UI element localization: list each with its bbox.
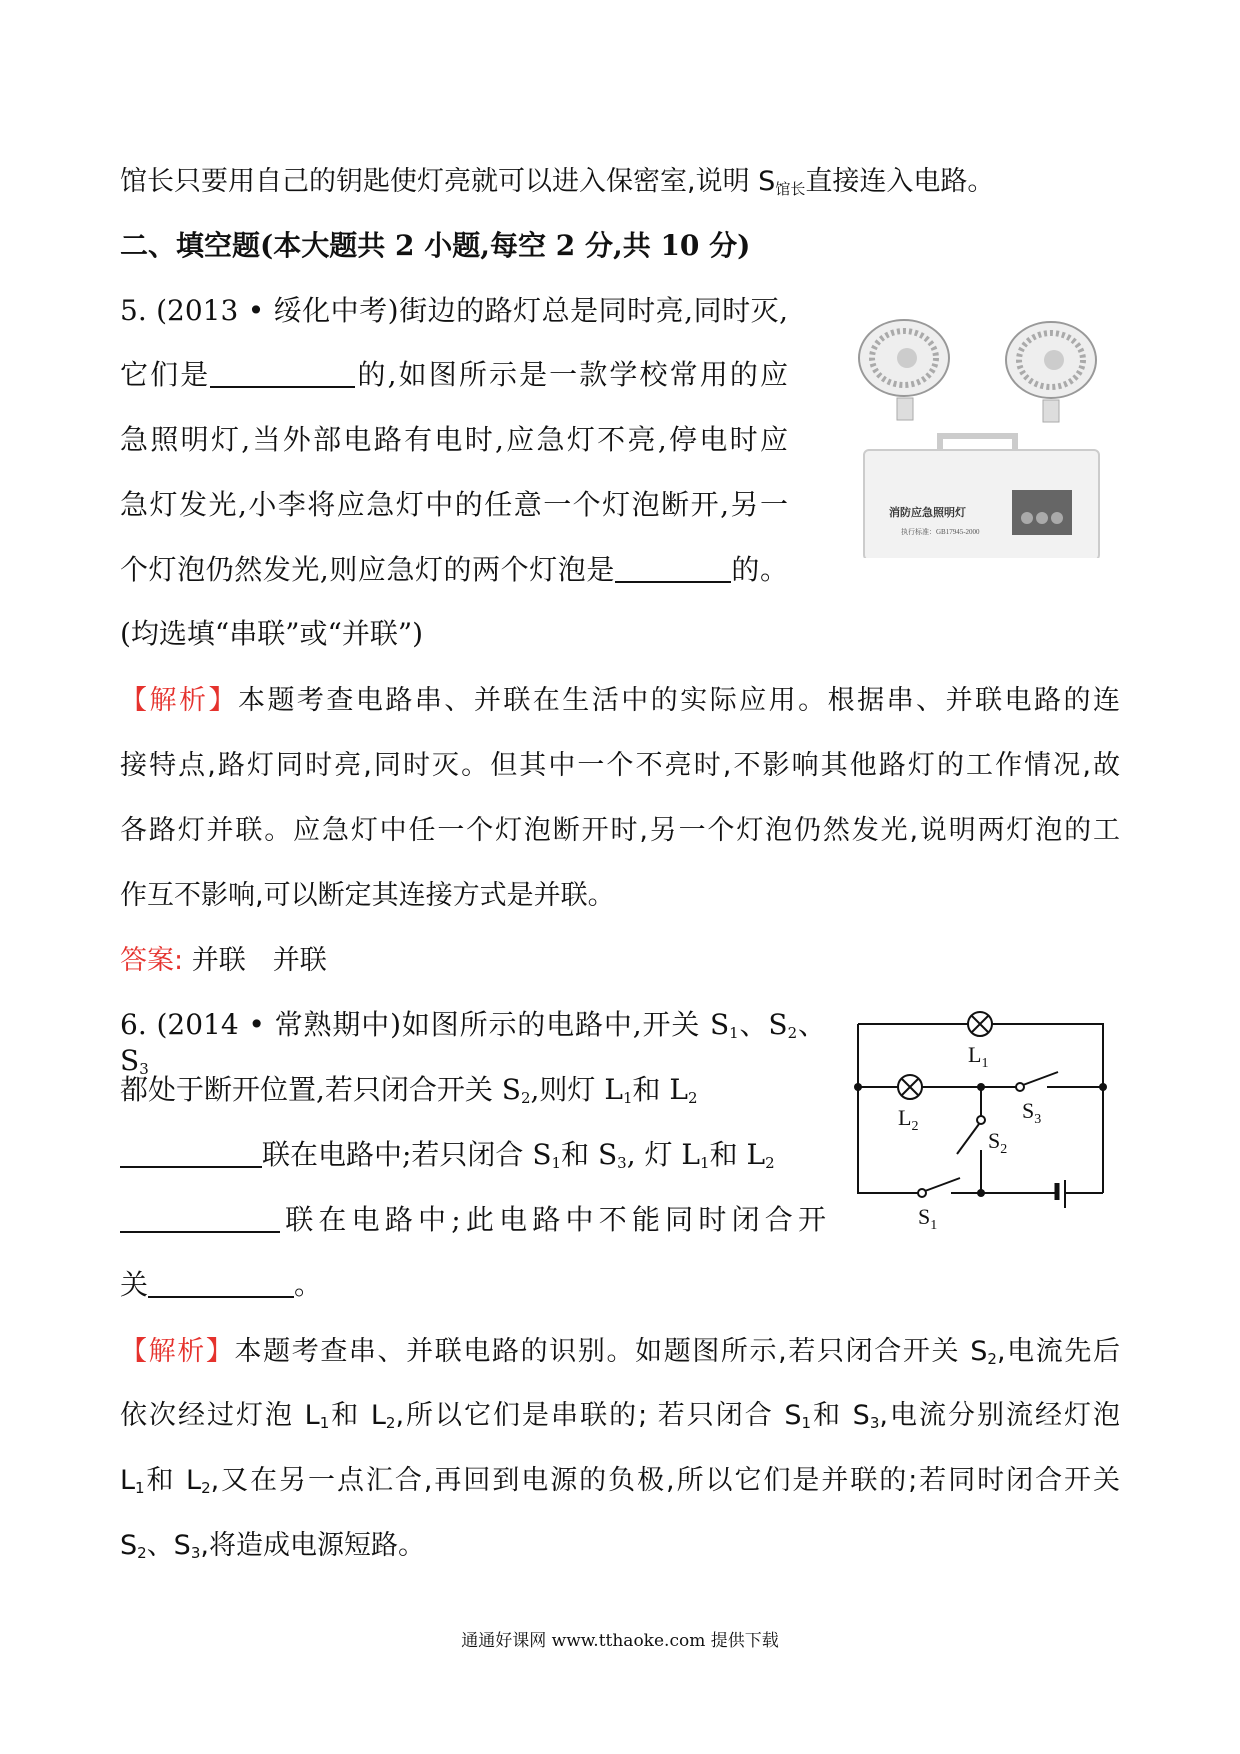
- text-run: ,将造成电源短路。: [200, 1530, 425, 1561]
- answer-blank[interactable]: [210, 358, 355, 388]
- text-run: 和 L: [329, 1400, 386, 1431]
- label-l2: $L_2$: [898, 1105, 919, 1134]
- switch-s3-icon: [1016, 1072, 1058, 1091]
- subscript: 2: [385, 1414, 396, 1432]
- label-s2: $S_2$: [988, 1128, 1008, 1157]
- text-run: 急灯发光,小李将应急灯中的任意一个灯泡断开,另一: [120, 488, 788, 521]
- text-line: [120, 1528, 425, 1564]
- text-run: 和 S: [561, 1138, 618, 1171]
- circuit-diagram: [840, 1000, 1120, 1240]
- switch-s1-icon: [918, 1178, 960, 1197]
- text-run: 联在电路中;此电路中不能同时闭合开: [280, 1203, 826, 1236]
- footer-source: 通通好课网 www.tthaoke.com 提供下载: [461, 1631, 779, 1651]
- subscript: 1: [622, 1089, 633, 1107]
- text-line: [120, 164, 994, 200]
- section-label: 答案:: [120, 945, 184, 976]
- text-run: (均选填“串联”或“并联”): [120, 617, 424, 650]
- subscript: 1: [729, 1024, 739, 1042]
- text-run: 和 L: [632, 1073, 688, 1106]
- text-line: [120, 616, 423, 652]
- section-label: 【解析】: [120, 685, 238, 716]
- text-run: 个灯泡仍然发光,则应急灯的两个灯泡是: [120, 553, 615, 586]
- subscript: 3: [190, 1544, 201, 1562]
- text-run: 作互不影响,可以断定其连接方式是并联。: [120, 880, 615, 911]
- switch-s2-icon: [957, 1116, 985, 1154]
- lamp-bulb-left: [859, 320, 949, 420]
- text-line: [120, 1202, 826, 1238]
- text-run: ,电流分别流经灯泡: [879, 1400, 1121, 1431]
- text-line: [120, 1137, 775, 1173]
- text-run: L: [120, 1465, 136, 1496]
- text-line: [120, 748, 1120, 784]
- text-run: 、S: [120, 1008, 826, 1077]
- subscript: 2: [520, 1089, 531, 1107]
- label-s3: $S_3$: [1022, 1098, 1042, 1127]
- text-run: 和 S: [811, 1400, 870, 1431]
- text-run: 联在电路中;若只闭合 S: [262, 1138, 552, 1171]
- subscript: 2: [987, 1350, 997, 1368]
- text-run: 并联 并联: [183, 945, 327, 976]
- text-run: ,则灯 L: [530, 1073, 623, 1106]
- text-run: 5. (2013 • 绥化中考)街边的路灯总是同时亮,同时灭,: [120, 294, 788, 327]
- answer-blank[interactable]: [615, 553, 731, 583]
- subscript: 1: [319, 1414, 330, 1432]
- text-run: 、S: [738, 1008, 788, 1041]
- text-line: [120, 293, 788, 329]
- text-run: 6. (2014 • 常熟期中)如图所示的电路中,开关 S: [120, 1008, 730, 1041]
- text-line: [120, 357, 788, 393]
- answer-blank[interactable]: [120, 1203, 280, 1233]
- battery-icon: [1057, 1180, 1065, 1208]
- text-line: [120, 487, 788, 523]
- text-run: 都处于断开位置,若只闭合开关 S: [120, 1073, 521, 1106]
- text-line: [120, 1007, 826, 1079]
- lamp-l2-icon: [898, 1075, 922, 1099]
- text-run: 本题考查串、并联电路的识别。如题图所示,若只闭合开关 S: [234, 1336, 988, 1367]
- text-run: 急照明灯,当外部电路有电时,应急灯不亮,停电时应: [120, 423, 788, 456]
- subscript: 1: [135, 1479, 145, 1497]
- subscript: 3: [139, 1060, 149, 1078]
- label-s1: $S_1$: [918, 1204, 938, 1233]
- text-line: [120, 878, 615, 914]
- text-run: 。: [294, 1268, 323, 1301]
- section-label: 【解析】: [120, 1336, 235, 1367]
- subscript: 馆长: [775, 180, 806, 198]
- text-line: [120, 1072, 698, 1108]
- text-run: 二、填空题(本大题共 2 小题,每空 2 分,共 10 分): [120, 229, 751, 262]
- answer-blank[interactable]: [120, 1138, 262, 1168]
- text-run: ,电流先后: [996, 1336, 1120, 1367]
- text-run: 接特点,路灯同时亮,同时灭。但其中一个不亮时,不影响其他路灯的工作情况,故: [120, 750, 1120, 781]
- label-l1: $L_1$: [968, 1042, 989, 1071]
- text-run: 、S: [146, 1530, 191, 1561]
- text-run: ,所以它们是串联的; 若只闭合 S: [395, 1400, 802, 1431]
- lamp-l1-icon: [968, 1012, 992, 1036]
- text-run: , 灯 L: [626, 1138, 701, 1171]
- text-run: 本题考查电路串、并联在生活中的实际应用。根据串、并联电路的连: [237, 685, 1121, 716]
- text-run: 依次经过灯泡 L: [120, 1400, 320, 1431]
- subscript: 2: [687, 1089, 698, 1107]
- subscript: 1: [700, 1154, 710, 1172]
- text-line: [120, 1463, 1120, 1499]
- text-line: [120, 422, 788, 458]
- lamp-standard: 执行标准：GB17945-2000: [901, 528, 980, 536]
- subscript: 3: [869, 1414, 880, 1432]
- subscript: 3: [617, 1154, 627, 1172]
- lamp-bulb-right: [1006, 322, 1096, 422]
- subscript: 1: [551, 1154, 562, 1172]
- text-line: [120, 228, 750, 264]
- emergency-light-photo: [849, 318, 1101, 558]
- text-line: [120, 1398, 1120, 1434]
- text-line: [120, 683, 1120, 719]
- text-run: 直接连入电路。: [805, 166, 995, 197]
- text-run: 和 L: [709, 1138, 766, 1171]
- text-line: [120, 552, 788, 588]
- text-run: 各路灯并联。应急灯中任一个灯泡断开时,另一个灯泡仍然发光,说明两灯泡的工: [120, 815, 1120, 846]
- text-run: 关: [120, 1268, 149, 1301]
- text-run: 的。: [730, 553, 788, 586]
- subscript: 2: [201, 1479, 211, 1497]
- lamp-label: 消防应急照明灯: [889, 507, 966, 519]
- text-run: 馆长只要用自己的钥匙使灯亮就可以进入保密室,说明 S: [120, 166, 776, 197]
- text-run: 它们是: [120, 358, 211, 391]
- subscript: 2: [787, 1024, 798, 1042]
- text-run: S: [120, 1530, 138, 1561]
- text-run: 的,如图所示是一款学校常用的应: [355, 358, 788, 391]
- subscript: 2: [137, 1544, 147, 1562]
- subscript: 1: [801, 1414, 812, 1432]
- text-line: [120, 1334, 1120, 1370]
- text-line: [120, 1267, 322, 1303]
- answer-blank[interactable]: [148, 1268, 294, 1298]
- subscript: 2: [765, 1154, 775, 1172]
- text-run: ,又在另一点汇合,再回到电源的负极,所以它们是并联的;若同时闭合开关: [210, 1465, 1121, 1496]
- text-line: [120, 943, 327, 979]
- text-run: 和 L: [144, 1465, 202, 1496]
- text-line: [120, 813, 1120, 849]
